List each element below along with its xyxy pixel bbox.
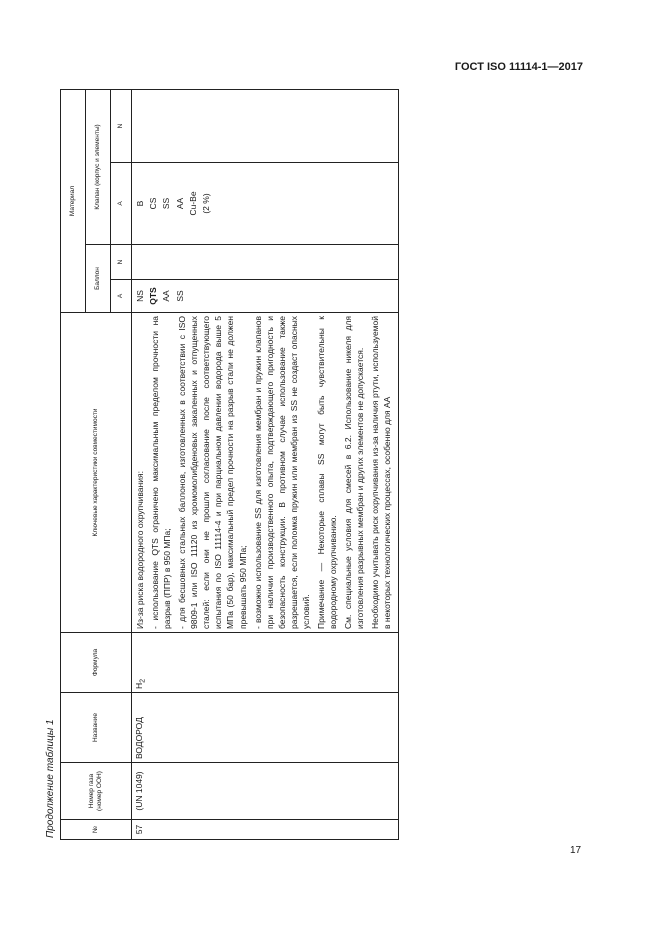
desc-paragraph: - возможно использование SS для изготовления мембран и пружин клапанов при наличии производственного опыта, подтверждающего пригодность и безопасность конструкции. В противном случае использование также разрешается, если поломка пружин или мембран из SS не создаст опасных условий. [252,316,311,629]
desc-paragraph: Необходимо учитывать риск охрупчивания из-за наличия ртути, используемой в некоторых технологических процессах, особенно для AA [370,316,393,629]
rotated-table-page [42,90,422,840]
compatibility-table [60,89,399,840]
gas-formula [132,633,399,693]
desc-paragraph: - использование QTS ограничено максимальным пределом прочности на разрыв (ППР) в 950 МПа; [150,316,173,629]
un-number: (UN 1049) [132,763,399,820]
material-item: Cu-Be [187,191,198,216]
material-item: NS [135,290,145,302]
col-cylinder-a-header: A [111,280,132,313]
desc-paragraph: Из-за риска водородного охрупчивания: [135,471,145,629]
table-row [132,89,399,839]
gas-name: ВОДОРОД [132,693,399,763]
col-valve-header: Клапан (корпус и элементы) [86,89,111,244]
document-header: ГОСТ ISO 11114-1—2017 [454,61,583,73]
desc-paragraph: См. специальные условия для смесей в 6.2. Использование никеля для изготовления разрывных мембран и других элементов не допускается. [343,316,366,629]
material-item: QTS [148,287,159,305]
cylinder-a-materials [132,280,399,313]
col-key-header: Ключевые характеристики совместимости [61,313,132,633]
row-number: 57 [132,820,399,840]
col-cylinder-header: Баллон [86,245,111,313]
col-valve-a-header: A [111,163,132,245]
desc-note: Примечание — Некоторые сплавы SS могут быть чувствительны к водородному охрупчиванию. [315,316,338,629]
col-formula-header: Формула [61,633,132,693]
col-un-header: Номер газа (номер ООН) [61,763,132,820]
material-item: B [135,200,145,207]
material-item: AA [174,197,185,210]
col-cylinder-n-header: N [111,245,132,280]
cylinder-n-materials [132,245,399,280]
table-caption: Продолжение таблицы 1 [45,719,56,838]
col-valve-n-header: N [111,89,132,162]
col-no-header: № [61,820,132,840]
header-row-1 [61,89,86,839]
col-name-header: Название [61,693,132,763]
material-item: SS [174,290,185,302]
page-number: 17 [570,845,582,856]
desc-paragraph: - для бесшовных стальных баллонов, изготовленных в соответствии с ISO 9809-1 или ISO 11120 из хромомолибденовых закаленных и отпущенных сталей: если они не прошли согласование после соответствующего испытания по ISO 11114-4 и при парциальном давлении водорода выше 5 МПа (50 бар), максимальный предел прочности на разрыв стали не должен превышать 950 МПа; [177,316,248,629]
material-item: (2 %) [200,193,211,214]
col-material-header: Материал [61,89,86,312]
material-item: CS [148,197,159,210]
valve-n-materials [132,89,399,162]
formula-subscript: 2 [138,678,147,683]
material-item: AA [161,290,172,302]
material-item: SS [161,197,172,210]
formula-symbol: H [134,682,144,689]
valve-a-materials [132,163,399,245]
key-characteristics [132,313,399,633]
